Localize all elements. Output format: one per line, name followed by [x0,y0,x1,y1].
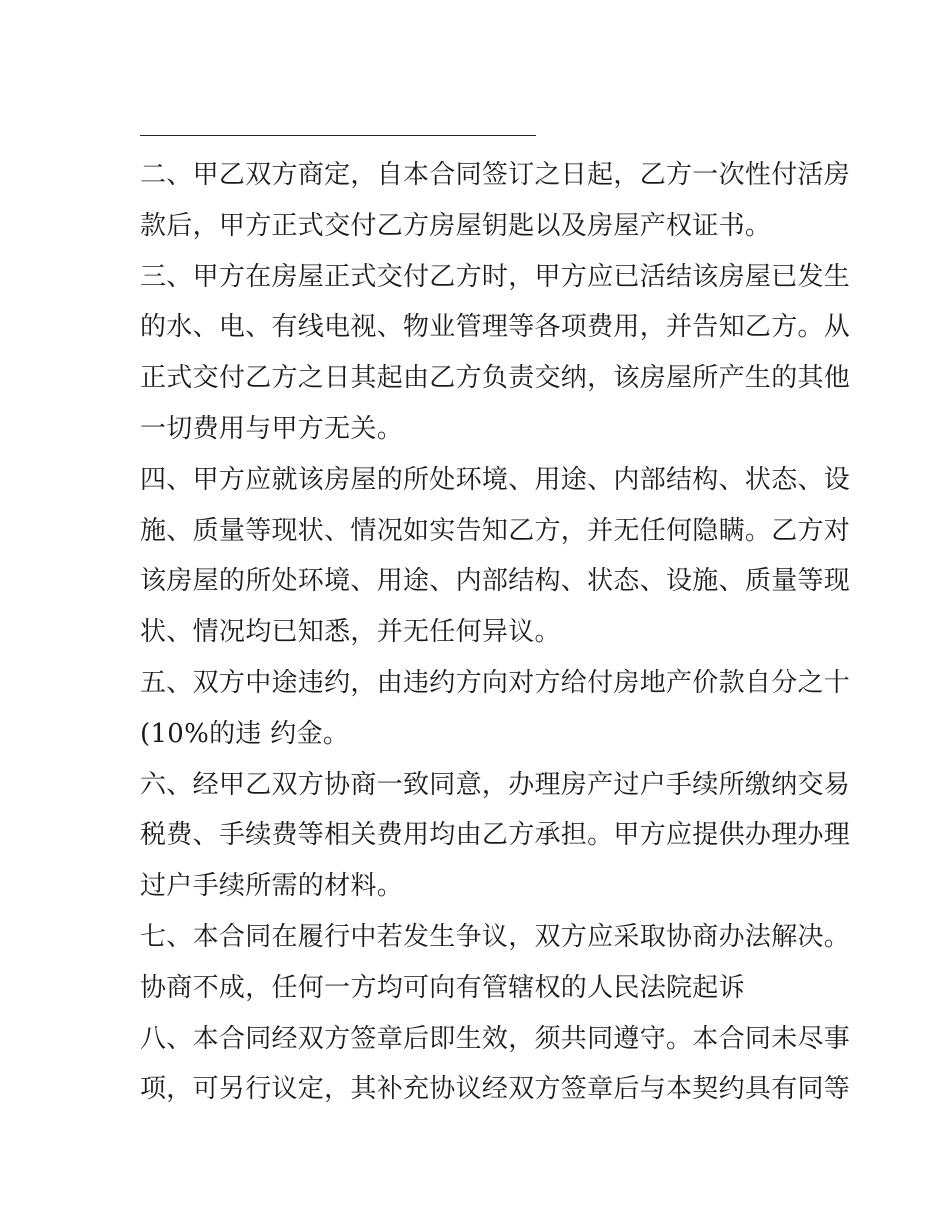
text-line: 协商不成，任何一方均可向有管辖权的人民法院起诉 [140,972,745,1003]
text-line: 正式交付乙方之日其起由乙方负责交纳，该房屋所产生的其他 [140,363,851,394]
text-line: 五、双方中途违约，由违约方向对方给付房地产价款自分之十 [140,667,851,698]
text-line: 过户手续所需的材料。 [140,871,404,902]
text-line: (10%的违 约金。 [140,718,350,749]
text-line: 的水、电、有线电视、物业管理等各项费用，并告知乙方。从 [140,312,851,343]
text-line: 八、本合同经双方签章后即生效，须共同遵守。本合同未尽事 [140,1023,851,1054]
signature-blank-line [140,135,536,136]
text-line: 二、甲乙双方商定，自本合同签订之日起，乙方一次性付活房 [140,160,851,190]
text-line: 七、本合同在履行中若发生争议，双方应采取协商办法解决。 [140,921,851,952]
text-line: 项，可另行议定，其补充协议经双方签章后与本契约具有同等 [140,1074,851,1105]
contract-body [140,150,851,1115]
text-line: 该房屋的所处环境、用途、内部结构、状态、设施、质量等现 [140,566,851,597]
text-line: 税费、手续费等相关费用均由乙方承担。甲方应提供办理办理 [140,820,851,851]
text-line: 六、经甲乙双方协商一致同意，办理房产过户手续所缴纳交易 [140,769,851,800]
text-line: 施、质量等现状、情况如实告知乙方，并无任何隐瞒。乙方对 [140,515,851,546]
text-line: 款后，甲方正式交付乙方房屋钥匙以及房屋产权证书。 [140,210,772,241]
text-line: 状、情况均已知悉，并无任何异议。 [140,617,561,648]
text-line: 三、甲方在房屋正式交付乙方时，甲方应已活结该房屋已发生 [140,261,851,292]
text-line: 四、甲方应就该房屋的所处环境、用途、内部结构、状态、设 [140,464,851,495]
text-line: 一切费用与甲方无关。 [140,413,404,444]
